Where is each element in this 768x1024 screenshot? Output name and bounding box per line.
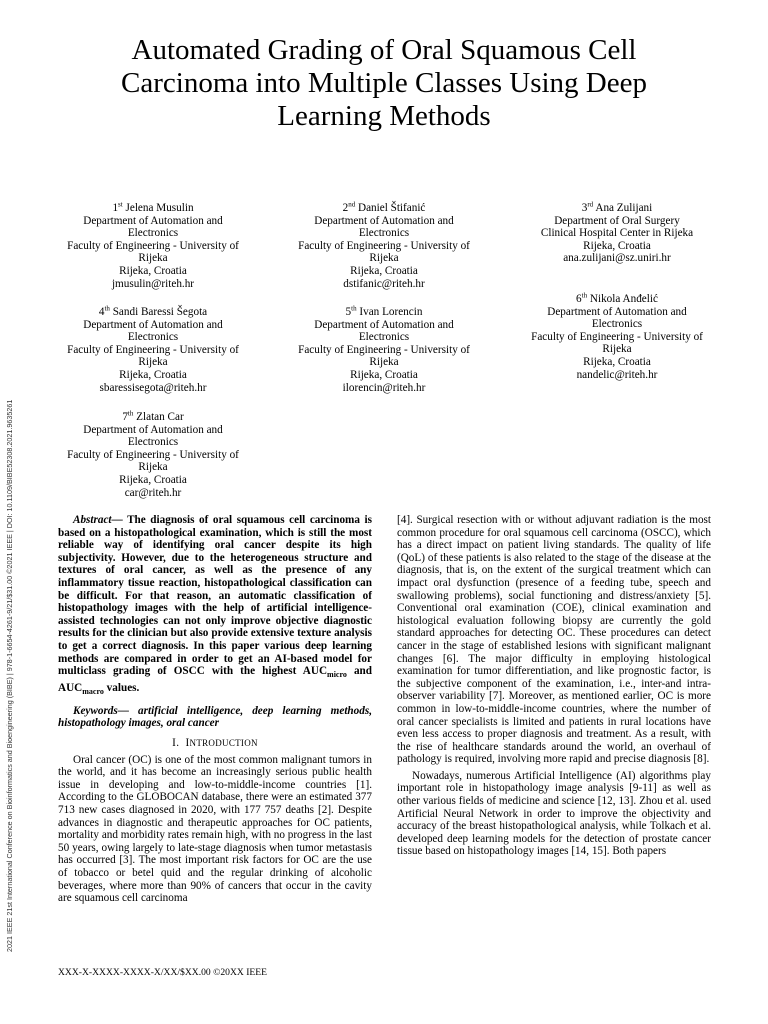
author-email: ilorencin@riteh.hr xyxy=(342,381,426,394)
ieee-doi-margin-text: 2021 IEEE 21st International Conference on Bioinformatics and Bioengineering (BIBE) | 978-1-6654-4261-9/21/$31.00 ©2021 IEEE | DOI: 10.1109/BIBE52308.2021.9635261 xyxy=(5,399,14,952)
author-block: 7th Zlatan Car Department of Automation and Electronics Faculty of Engineering - University of Rijeka Rijeka, Croatia car@riteh.hr xyxy=(48,411,258,499)
author-name: Daniel Štifanić xyxy=(357,202,426,214)
author-email: sbaressisegota@riteh.hr xyxy=(99,381,207,394)
author-name: Ivan Lorencin xyxy=(359,306,423,318)
author-name: Sandi Baressi Šegota xyxy=(112,306,208,318)
author-block: 5th Ivan Lorencin Department of Automation and Electronics Faculty of Engineering - University of Rijeka Rijeka, Croatia ilorencin@riteh.hr xyxy=(279,306,489,394)
author-name: Jelena Musulin xyxy=(125,202,194,214)
title-line: Learning Methods xyxy=(277,100,491,132)
author-email: nandelic@riteh.hr xyxy=(576,368,658,381)
author-email: car@riteh.hr xyxy=(124,486,182,499)
author-block: 2nd Daniel Štifanić Department of Automation and Electronics Faculty of Engineering - University of Rijeka Rijeka, Croatia dstifanic@riteh.hr xyxy=(279,202,489,290)
page-footer: XXX-X-XXXX-XXXX-X/XX/$XX.00 ©20XX IEEE xyxy=(58,967,267,978)
author-email: dstifanic@riteh.hr xyxy=(343,277,425,290)
body-paragraph: Oral cancer (OC) is one of the most common malignant tumors in the world, and it has become an increasingly serious public health issue in developing and low-to-middle-income countries [1]. According to the GLOBOCAN database, there were an estimated 377 713 new cases diagnosed in 2020, with 177 757 deaths [2]. Despite advances in diagnostic and therapeutic approaches for OC patients, mortality and morbidity rates remain high, with no progress in the last 50 years, owing largely to late-stage diagnosis when tumor metastasis has occurred [3]. The most important risk factors for OC are the use of tobacco or betel quid and the regular drinking of alcoholic beverages, where more than 90% of cancers that occur in the cavity are squamous cell carcinoma xyxy=(58,753,372,905)
paper-title xyxy=(60,34,708,133)
title-line: Carcinoma into Multiple Classes Using Deep xyxy=(121,67,647,99)
title-line: Automated Grading of Oral Squamous Cell xyxy=(131,34,637,66)
author-name: Nikola Anđelić xyxy=(589,293,658,305)
body-paragraph: [4]. Surgical resection with or without adjuvant radiation is the most common procedure for oral squamous cell carcinoma (OSCC), which has a direct impact on patient living standards. The quality of life (QoL) of these patients is also related to the stage of the disease at the diagnosis, that is, on the extent of the surgical treatment which can impact oral dysfunction (presence of a feeding tube, speech and swallowing problems), social functioning and distress/anxiety [5]. Conventional oral examination (COE), clinical examination and histological evaluation following biopsy are currently the gold standard approaches for detecting OC. These procedures can detect cancer in the stage of established lesions with significant malignant changes [6]. The major difficulty in employing histological examination for tumor differentiation, and like prognostic factor, is the subjective component of the examination, i.e., inter-and intra-observer variability [7]. Moreover, as mentioned earlier, OC is more common in low-to-middle-income countries, where the number of oral cancer specialists is limited and patients in rural locations have even less access to proper diagnosis and treatment. As a result, with the rise of healthcare standards around the world, an overhaul of pathology is required, involving more rapid and precise diagnosis [8]. xyxy=(397,514,711,766)
author-name: Zlatan Car xyxy=(136,411,184,423)
author-block: 3rd Ana Zulijani Department of Oral Surgery Clinical Hospital Center in Rijeka Rijeka, Croatia ana.zulijani@sz.uniri.hr xyxy=(512,202,722,265)
keywords: Keywords— artificial intelligence, deep learning methods, histopathology images, oral cancer xyxy=(58,704,372,730)
body-paragraph: Nowadays, numerous Artificial Intelligence (AI) algorithms play important role in histopathology image analysis [9-11] as well as other various fields of medicine and science [12, 13]. Zhou et al. used Artificial Neural Network in order to improve the objectivity and accuracy of the breast histopathological analysis, while Tolkach et al. developed deep learning models for the detection of prostate cancer tissue based on histopathology images [14, 15]. Both papers xyxy=(397,769,711,858)
author-block: 4th Sandi Baressi Šegota Department of Automation and Electronics Faculty of Engineering - University of Rijeka Rijeka, Croatia sbaressisegota@riteh.hr xyxy=(48,306,258,394)
author-block: 1st Jelena Musulin Department of Automation and Electronics Faculty of Engineering - University of Rijeka Rijeka, Croatia jmusulin@riteh.hr xyxy=(48,202,258,290)
section-heading: I. INTRODUCTION xyxy=(172,736,258,749)
author-name: Ana Zulijani xyxy=(595,202,653,214)
left-column xyxy=(58,514,372,905)
right-column xyxy=(397,514,711,858)
author-block: 6th Nikola Anđelić Department of Automation and Electronics Faculty of Engineering - University of Rijeka Rijeka, Croatia nandelic@riteh.hr xyxy=(512,293,722,381)
author-email: ana.zulijani@sz.uniri.hr xyxy=(563,252,671,265)
abstract: Abstract— The diagnosis of oral squamous cell carcinoma is based on a histopathological examination, which is still the most reliable way of identifying oral cancer despite its high subjectivity. However, due to the heterogeneous structure and textures of oral cancer, as well as the presence of any inflammatory tissue reaction, histopathological classification can be difficult. For that reason, an automatic classification of histopathology images with the help of artificial intelligence-assisted technologies can not only improve objective diagnostic results for the clinician but also provide extensive texture analysis to get a correct diagnosis. In this paper various deep learning methods are compared in order to get an AI-based model for multiclass grading of OSCC with the highest $AUC_{micro}$ and $AUC_{macro}$ values. xyxy=(58,514,372,697)
author-email: jmusulin@riteh.hr xyxy=(111,277,195,290)
